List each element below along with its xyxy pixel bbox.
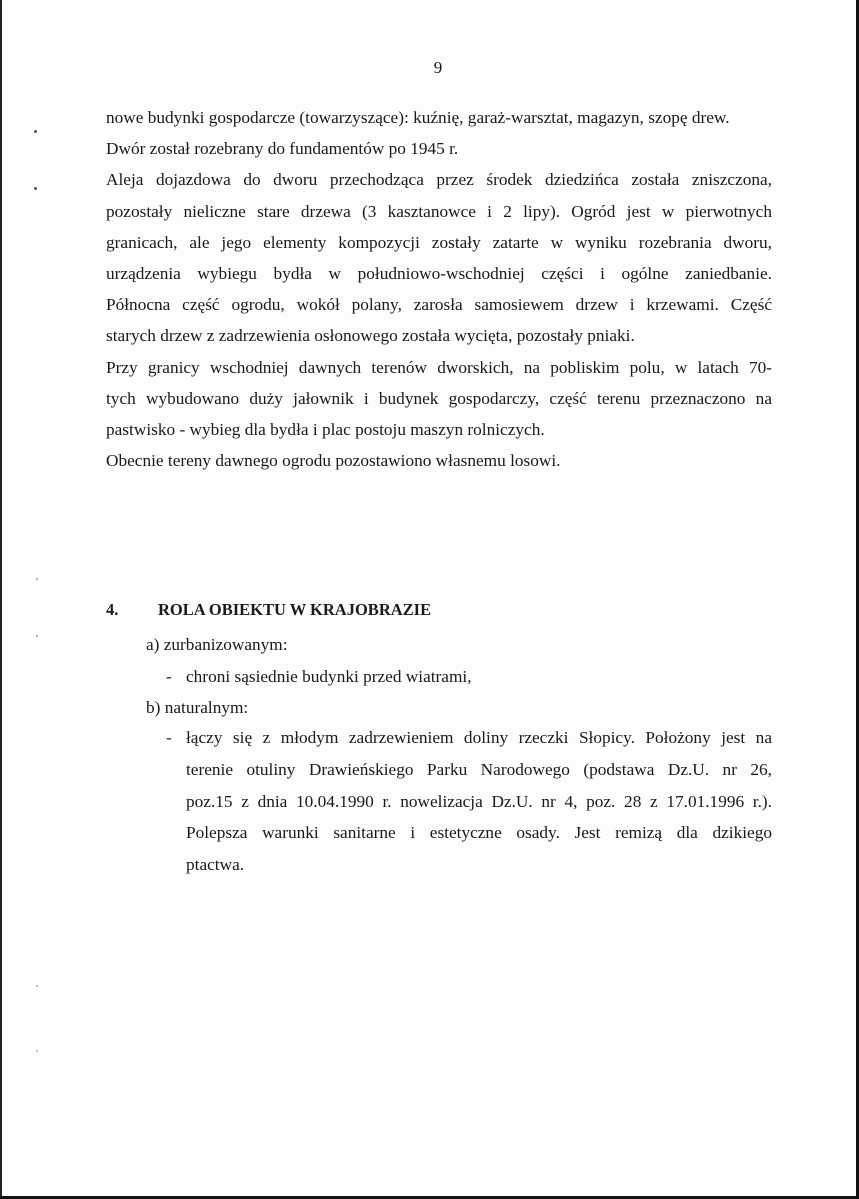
page-number: 9	[433, 58, 443, 77]
text-line: nowe budynki gospodarcze (towarzyszące): kuźnię, garaż-warsztat, magazyn, szopę drew.	[106, 108, 730, 127]
list-item-b-sub	[166, 722, 772, 881]
text-line: terenie otuliny Drawieńskiego Parku Narodowego (podstawa Dz.U. nr 26,	[186, 759, 772, 779]
list-dash: -	[166, 667, 172, 686]
text-line: Dwór został rozebrany do fundamentów po 1945 r.	[106, 139, 459, 159]
text-line: urządzenia wybiegu bydła w południowo-wschodniej części i ogólne zaniedbanie.	[106, 263, 772, 283]
text-line: poz.15 z dnia 10.04.1990 r. nowelizacja Dz.U. nr 4, poz. 28 z 17.01.1996 r.).	[186, 791, 772, 811]
text-line: Polepsza warunki sanitarne i estetyczne osady. Jest remizą dla dzikiego	[186, 823, 772, 843]
text-line: tych wybudowano duży jałownik i budynek gospodarczy, część terenu przeznaczono na	[106, 388, 772, 408]
scan-speck	[34, 187, 37, 190]
text-line: łączy się z młodym zadrzewieniem doliny rzeczki Słopicy. Położony jest na	[186, 728, 772, 747]
list-dash: -	[166, 728, 172, 747]
text-line: ptactwa.	[186, 855, 245, 875]
section-heading	[106, 600, 606, 624]
section-title: ROLA OBIEKTU W KRAJOBRAZIE	[158, 600, 432, 619]
body-paragraph	[106, 102, 772, 476]
text-line: starych drzew z zadrzewienia osłonowego została wycięta, pozostały pniaki.	[106, 326, 635, 346]
section-number: 4.	[106, 600, 119, 619]
text-line: Północna część ogrodu, wokół polany, zarosła samosiewem drzew i krzewami. Część	[106, 295, 772, 315]
list-item-b-label: b) naturalnym:	[146, 698, 249, 717]
scan-edge-left	[0, 0, 2, 1199]
text-line: pastwisko - wybieg dla bydła i plac postoju maszyn rolniczych.	[106, 419, 545, 439]
text-line: Aleja dojazdowa do dworu przechodząca przez środek dziedzińca została zniszczona,	[106, 170, 772, 190]
text-line: pozostały nieliczne stare drzewa (3 kasztanowce i 2 lipy). Ogród jest w pierwotnych	[106, 201, 772, 221]
text-line: chroni sąsiednie budynki przed wiatrami,	[186, 667, 472, 686]
scan-speck	[36, 635, 38, 637]
scan-speck	[34, 130, 37, 133]
text-line: Przy granicy wschodniej dawnych terenów dworskich, na pobliskim polu, w latach 70-	[106, 357, 772, 377]
list-item-a-sub	[166, 661, 772, 693]
list-item-a-label: a) zurbanizowanym:	[146, 635, 288, 654]
text-line: Obecnie tereny dawnego ogrodu pozostawiono własnemu losowi.	[106, 451, 561, 471]
scan-speck	[36, 985, 38, 987]
scan-speck	[36, 578, 38, 580]
scan-speck	[36, 1050, 38, 1052]
text-line: granicach, ale jego elementy kompozycji zostały zatarte w wyniku rozebrania dworu,	[106, 232, 772, 252]
